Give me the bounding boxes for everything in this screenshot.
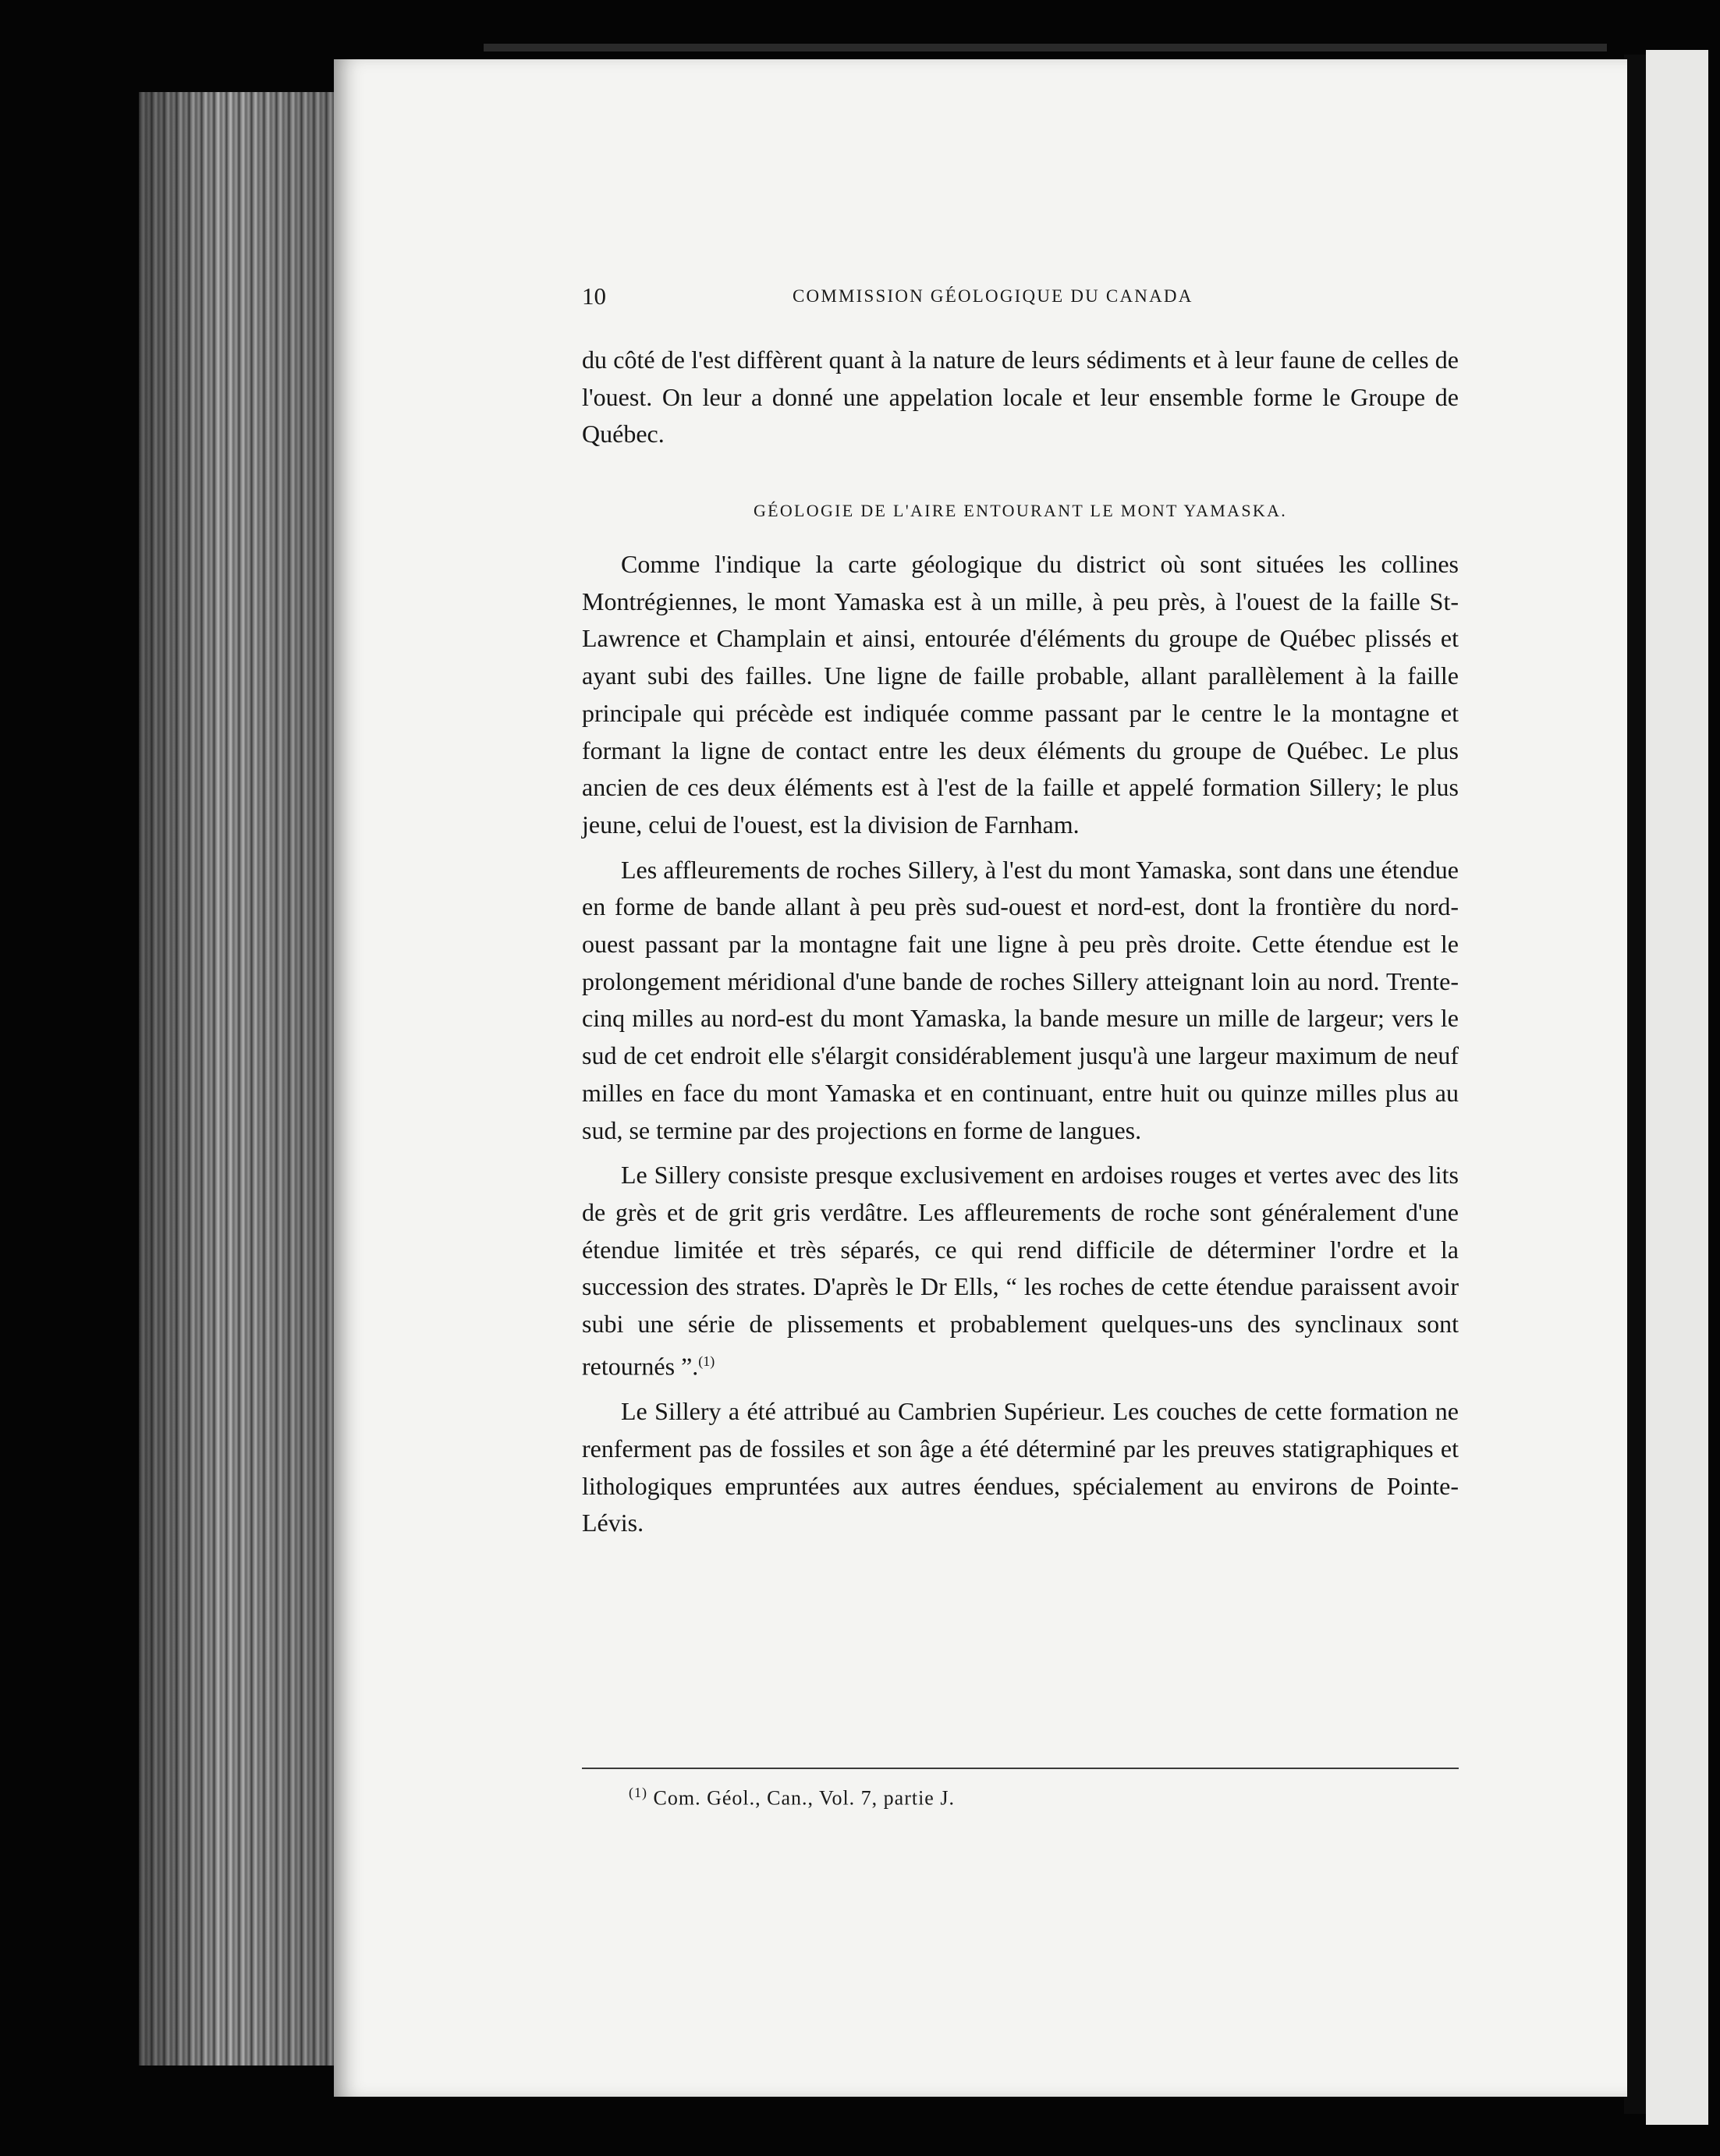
footnote-marker: (1) bbox=[629, 1785, 647, 1800]
book-top-edge bbox=[484, 44, 1607, 51]
book-gutter bbox=[1624, 55, 1646, 2114]
paragraph-2: Les affleurements de roches Sillery, à l'est du mont Yamaska, sont dans une étendue en forme de bande allant à peu près sud-ouest et nord-est, dont la frontière du nord-ouest passant par la montagne fait une ligne à peu près droite. Cette étendue est le prolongement méridional d'une bande de roches Sillery atteignant loin au nord. Trente-cinq milles au nord-est du mont Yamaska, la bande mesure un mille de largeur; vers le sud de cet endroit elle s'élargit considérablement jusqu'à une largeur maximum de neuf milles en face du mont Yamaska et en continuant, entre huit ou quinze milles plus au sud, se termine par des projections en forme de langues. bbox=[582, 855, 1459, 1144]
paragraph-3 bbox=[582, 1157, 1459, 1385]
intro-text bbox=[582, 342, 1459, 453]
footnote-reference: (1) bbox=[698, 1353, 715, 1369]
footnote bbox=[629, 1785, 955, 1810]
running-head: COMMISSION GÉOLOGIQUE DU CANADA bbox=[793, 286, 1193, 306]
page-number: 10 bbox=[582, 282, 606, 310]
book-page-stack bbox=[139, 92, 349, 2066]
paragraph-1: Comme l'indique la carte géologique du district où sont situées les collines Montrégiennes, le mont Yamaska est à un mille, à peu près, à l'ouest de la faille St-Lawrence et Champlain et ainsi, entourée d'éléments du groupe de Québec plissés et ayant subi des failles. Une ligne de faille probable, allant parallèlement à la faille principale qui précède est indiquée comme passant par le centre le la montagne et formant la ligne de contact entre les deux éléments du groupe de Québec. Le plus ancien de ces deux éléments est à l'est de la faille et appelé formation Sillery; le plus jeune, celui de l'ouest, est la division de Farnham. bbox=[582, 550, 1459, 839]
footnote-text: Com. Géol., Can., Vol. 7, partie J. bbox=[653, 1786, 955, 1810]
next-page-edge bbox=[1646, 50, 1708, 2125]
section-heading: GÉOLOGIE DE L'AIRE ENTOURANT LE MONT YAMASKA. bbox=[753, 501, 1288, 520]
intro-paragraph: du côté de l'est diffèrent quant à la nature de leurs sédiments et à leur faune de celles de l'ouest. On leur a donné une appelation locale et leur ensemble forme le Groupe de Québec. bbox=[582, 346, 1459, 449]
body-text bbox=[582, 546, 1459, 1542]
footnote-rule bbox=[582, 1768, 1459, 1769]
page-header bbox=[582, 282, 1502, 314]
paragraph-3-text: Le Sillery consiste presque exclusivement en ardoises rouges et vertes avec des lits de grès et de grit gris verdâtre. Les affleurements de roche sont généralement d'une étendue limitée et très séparés, ce qui rend difficile de déterminer l'ordre et la succession des strates. D'après le Dr Ells, “ les roches de cette étendue paraissent avoir subi une série de plissements et probablement quelques-uns des synclinaux sont retournés ”. bbox=[582, 1161, 1459, 1381]
paragraph-4: Le Sillery a été attribué au Cambrien Supérieur. Les couches de cette formation ne renferment pas de fossiles et son âge a été déterminé par les preuves statigraphiques et lithologiques empruntées aux autres éendues, spécialement au environs de Pointe-Lévis. bbox=[582, 1397, 1459, 1537]
